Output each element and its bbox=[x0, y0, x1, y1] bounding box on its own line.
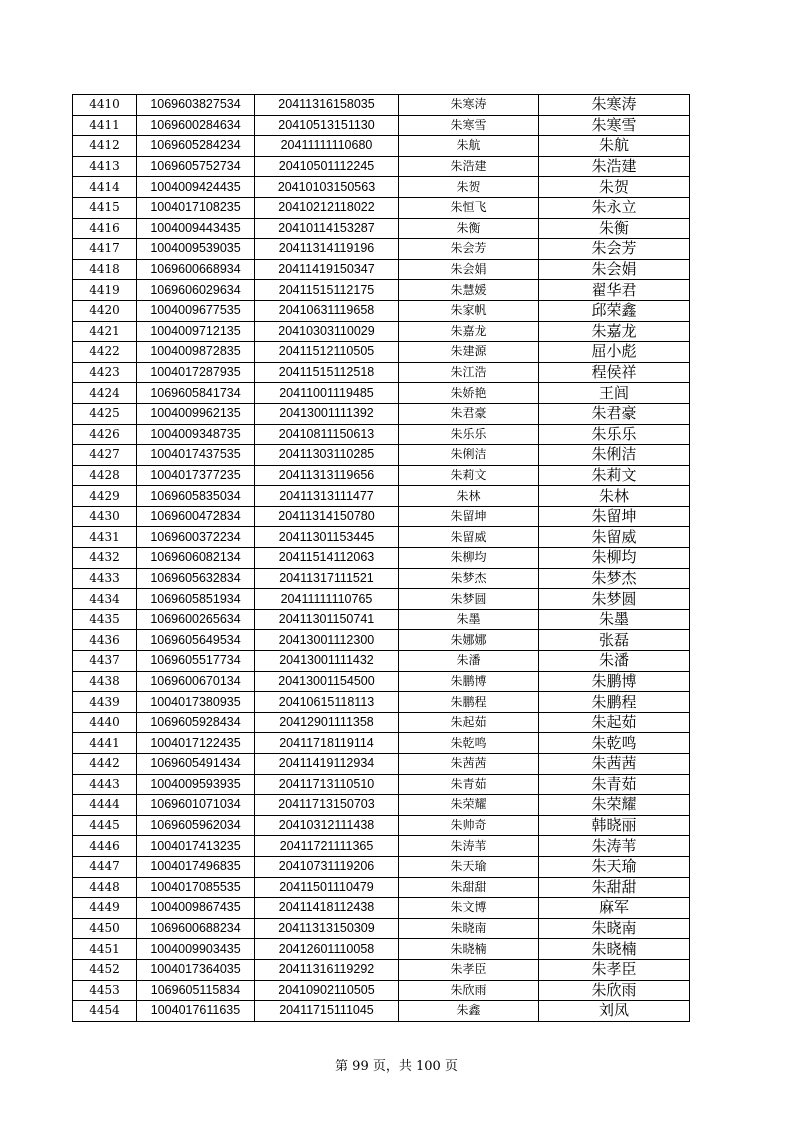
name-cell: 朱乾鸣 bbox=[399, 733, 539, 754]
table-row bbox=[73, 856, 690, 877]
table-row bbox=[73, 1001, 690, 1022]
name-cell: 朱晓南 bbox=[399, 918, 539, 939]
row-number-cell: 4427 bbox=[73, 445, 137, 466]
table-row bbox=[73, 259, 690, 280]
handwritten-name-cell: 朱衡 bbox=[539, 218, 690, 239]
handwritten-name-cell: 朱孝臣 bbox=[539, 959, 690, 980]
exam-id-cell: 1069605632834 bbox=[137, 568, 255, 589]
row-number-cell: 4430 bbox=[73, 506, 137, 527]
handwritten-name-cell: 朱航 bbox=[539, 136, 690, 157]
table-row bbox=[73, 506, 690, 527]
exam-id-cell: 1004017377235 bbox=[137, 465, 255, 486]
table-row bbox=[73, 300, 690, 321]
ticket-number-cell: 20411418112438 bbox=[255, 898, 399, 919]
name-cell: 朱鹏程 bbox=[399, 692, 539, 713]
ticket-number-cell: 20411718119114 bbox=[255, 733, 399, 754]
name-cell: 朱家帆 bbox=[399, 300, 539, 321]
ticket-number-cell: 20411515112175 bbox=[255, 280, 399, 301]
ticket-number-cell: 20411515112518 bbox=[255, 362, 399, 383]
ticket-number-cell: 20410811150613 bbox=[255, 424, 399, 445]
ticket-number-cell: 20411316158035 bbox=[255, 95, 399, 116]
exam-id-cell: 1069600668934 bbox=[137, 259, 255, 280]
handwritten-name-cell: 朱会芳 bbox=[539, 239, 690, 260]
row-number-cell: 4420 bbox=[73, 300, 137, 321]
table-row bbox=[73, 959, 690, 980]
handwritten-name-cell: 朱林 bbox=[539, 486, 690, 507]
row-number-cell: 4419 bbox=[73, 280, 137, 301]
name-cell: 朱寒雪 bbox=[399, 115, 539, 136]
table-row bbox=[73, 589, 690, 610]
name-cell: 朱君豪 bbox=[399, 403, 539, 424]
row-number-cell: 4417 bbox=[73, 239, 137, 260]
table-row bbox=[73, 795, 690, 816]
handwritten-name-cell: 朱会娟 bbox=[539, 259, 690, 280]
ticket-number-cell: 20411301153445 bbox=[255, 527, 399, 548]
exam-id-cell: 1004017437535 bbox=[137, 445, 255, 466]
exam-id-cell: 1069600372234 bbox=[137, 527, 255, 548]
table-row bbox=[73, 609, 690, 630]
name-cell: 朱起茹 bbox=[399, 712, 539, 733]
ticket-number-cell: 20413001111432 bbox=[255, 651, 399, 672]
exam-id-cell: 1069605491434 bbox=[137, 754, 255, 775]
table-row bbox=[73, 527, 690, 548]
table-row bbox=[73, 774, 690, 795]
table-row bbox=[73, 815, 690, 836]
exam-id-cell: 1004017108235 bbox=[137, 197, 255, 218]
name-cell: 朱鹏博 bbox=[399, 671, 539, 692]
ticket-number-cell: 20411419150347 bbox=[255, 259, 399, 280]
ticket-number-cell: 20411303110285 bbox=[255, 445, 399, 466]
exam-id-cell: 1069605841734 bbox=[137, 383, 255, 404]
name-cell: 朱柳均 bbox=[399, 548, 539, 569]
row-number-cell: 4452 bbox=[73, 959, 137, 980]
exam-id-cell: 1069605517734 bbox=[137, 651, 255, 672]
row-number-cell: 4434 bbox=[73, 589, 137, 610]
ticket-number-cell: 20411001119485 bbox=[255, 383, 399, 404]
table-row bbox=[73, 898, 690, 919]
row-number-cell: 4414 bbox=[73, 177, 137, 198]
exam-id-cell: 1069605962034 bbox=[137, 815, 255, 836]
name-cell: 朱贺 bbox=[399, 177, 539, 198]
row-number-cell: 4422 bbox=[73, 342, 137, 363]
row-number-cell: 4432 bbox=[73, 548, 137, 569]
table-row bbox=[73, 424, 690, 445]
name-cell: 朱鑫 bbox=[399, 1001, 539, 1022]
name-cell: 朱嘉龙 bbox=[399, 321, 539, 342]
handwritten-name-cell: 朱晓南 bbox=[539, 918, 690, 939]
row-number-cell: 4442 bbox=[73, 754, 137, 775]
handwritten-name-cell: 韩晓丽 bbox=[539, 815, 690, 836]
handwritten-name-cell: 程侯祥 bbox=[539, 362, 690, 383]
row-number-cell: 4446 bbox=[73, 836, 137, 857]
handwritten-name-cell: 朱墨 bbox=[539, 609, 690, 630]
exam-id-cell: 1069600472834 bbox=[137, 506, 255, 527]
row-number-cell: 4412 bbox=[73, 136, 137, 157]
exam-id-cell: 1069605115834 bbox=[137, 980, 255, 1001]
exam-id-cell: 1069605851934 bbox=[137, 589, 255, 610]
table-row bbox=[73, 877, 690, 898]
table-row bbox=[73, 342, 690, 363]
exam-id-cell: 1069605284234 bbox=[137, 136, 255, 157]
row-number-cell: 4441 bbox=[73, 733, 137, 754]
table-row bbox=[73, 712, 690, 733]
exam-id-cell: 1069605752734 bbox=[137, 156, 255, 177]
exam-id-cell: 1004009348735 bbox=[137, 424, 255, 445]
name-cell: 朱墨 bbox=[399, 609, 539, 630]
handwritten-name-cell: 邱荣鑫 bbox=[539, 300, 690, 321]
handwritten-name-cell: 朱君豪 bbox=[539, 403, 690, 424]
name-cell: 朱慧媛 bbox=[399, 280, 539, 301]
name-cell: 朱晓楠 bbox=[399, 939, 539, 960]
records-table-body bbox=[73, 95, 690, 1022]
name-cell: 朱留威 bbox=[399, 527, 539, 548]
table-row bbox=[73, 218, 690, 239]
handwritten-name-cell: 朱浩建 bbox=[539, 156, 690, 177]
handwritten-name-cell: 朱寒涛 bbox=[539, 95, 690, 116]
name-cell: 朱天瑜 bbox=[399, 856, 539, 877]
exam-id-cell: 1004009962135 bbox=[137, 403, 255, 424]
handwritten-name-cell: 朱天瑜 bbox=[539, 856, 690, 877]
exam-id-cell: 1069606082134 bbox=[137, 548, 255, 569]
table-row bbox=[73, 383, 690, 404]
ticket-number-cell: 20411713110510 bbox=[255, 774, 399, 795]
name-cell: 朱会芳 bbox=[399, 239, 539, 260]
exam-id-cell: 1004009593935 bbox=[137, 774, 255, 795]
handwritten-name-cell: 刘凤 bbox=[539, 1001, 690, 1022]
table-row bbox=[73, 754, 690, 775]
ticket-number-cell: 20411316119292 bbox=[255, 959, 399, 980]
name-cell: 朱建源 bbox=[399, 342, 539, 363]
exam-id-cell: 1069605835034 bbox=[137, 486, 255, 507]
row-number-cell: 4418 bbox=[73, 259, 137, 280]
table-row bbox=[73, 465, 690, 486]
handwritten-name-cell: 朱青茹 bbox=[539, 774, 690, 795]
exam-id-cell: 1004009677535 bbox=[137, 300, 255, 321]
ticket-number-cell: 20411715111045 bbox=[255, 1001, 399, 1022]
name-cell: 朱航 bbox=[399, 136, 539, 157]
table-row bbox=[73, 115, 690, 136]
row-number-cell: 4423 bbox=[73, 362, 137, 383]
handwritten-name-cell: 屈小彪 bbox=[539, 342, 690, 363]
ticket-number-cell: 20413001111392 bbox=[255, 403, 399, 424]
name-cell: 朱青茹 bbox=[399, 774, 539, 795]
exam-id-cell: 1004009539035 bbox=[137, 239, 255, 260]
handwritten-name-cell: 翟华君 bbox=[539, 280, 690, 301]
exam-id-cell: 1004017122435 bbox=[137, 733, 255, 754]
handwritten-name-cell: 朱茜茜 bbox=[539, 754, 690, 775]
exam-id-cell: 1069605649534 bbox=[137, 630, 255, 651]
exam-id-cell: 1004017611635 bbox=[137, 1001, 255, 1022]
ticket-number-cell: 20410631119658 bbox=[255, 300, 399, 321]
ticket-number-cell: 20411313119656 bbox=[255, 465, 399, 486]
row-number-cell: 4421 bbox=[73, 321, 137, 342]
handwritten-name-cell: 朱留坤 bbox=[539, 506, 690, 527]
handwritten-name-cell: 朱涛苇 bbox=[539, 836, 690, 857]
ticket-number-cell: 20411301150741 bbox=[255, 609, 399, 630]
handwritten-name-cell: 张磊 bbox=[539, 630, 690, 651]
exam-id-cell: 1069600670134 bbox=[137, 671, 255, 692]
table-row bbox=[73, 156, 690, 177]
handwritten-name-cell: 朱梦圆 bbox=[539, 589, 690, 610]
name-cell: 朱梦杰 bbox=[399, 568, 539, 589]
row-number-cell: 4440 bbox=[73, 712, 137, 733]
row-number-cell: 4426 bbox=[73, 424, 137, 445]
name-cell: 朱帅奇 bbox=[399, 815, 539, 836]
ticket-number-cell: 20410312111438 bbox=[255, 815, 399, 836]
name-cell: 朱梦圆 bbox=[399, 589, 539, 610]
row-number-cell: 4435 bbox=[73, 609, 137, 630]
ticket-number-cell: 20411721111365 bbox=[255, 836, 399, 857]
ticket-number-cell: 20410212118022 bbox=[255, 197, 399, 218]
table-row bbox=[73, 671, 690, 692]
exam-id-cell: 1004017413235 bbox=[137, 836, 255, 857]
ticket-number-cell: 20410114153287 bbox=[255, 218, 399, 239]
row-number-cell: 4429 bbox=[73, 486, 137, 507]
row-number-cell: 4425 bbox=[73, 403, 137, 424]
handwritten-name-cell: 朱寒雪 bbox=[539, 115, 690, 136]
name-cell: 朱娇艳 bbox=[399, 383, 539, 404]
handwritten-name-cell: 朱柳均 bbox=[539, 548, 690, 569]
table-row bbox=[73, 177, 690, 198]
table-row bbox=[73, 918, 690, 939]
handwritten-name-cell: 朱梦杰 bbox=[539, 568, 690, 589]
name-cell: 朱会娟 bbox=[399, 259, 539, 280]
ticket-number-cell: 20411314150780 bbox=[255, 506, 399, 527]
row-number-cell: 4436 bbox=[73, 630, 137, 651]
row-number-cell: 4443 bbox=[73, 774, 137, 795]
ticket-number-cell: 20410501112245 bbox=[255, 156, 399, 177]
ticket-number-cell: 20411713150703 bbox=[255, 795, 399, 816]
handwritten-name-cell: 麻军 bbox=[539, 898, 690, 919]
name-cell: 朱恒飞 bbox=[399, 197, 539, 218]
table-row bbox=[73, 836, 690, 857]
handwritten-name-cell: 朱留威 bbox=[539, 527, 690, 548]
exam-id-cell: 1069605928434 bbox=[137, 712, 255, 733]
table-row bbox=[73, 280, 690, 301]
row-number-cell: 4450 bbox=[73, 918, 137, 939]
table-row bbox=[73, 651, 690, 672]
ticket-number-cell: 20411111110765 bbox=[255, 589, 399, 610]
ticket-number-cell: 20410731119206 bbox=[255, 856, 399, 877]
ticket-number-cell: 20413001112300 bbox=[255, 630, 399, 651]
name-cell: 朱茜茜 bbox=[399, 754, 539, 775]
row-number-cell: 4447 bbox=[73, 856, 137, 877]
handwritten-name-cell: 朱鹏程 bbox=[539, 692, 690, 713]
page-footer: 第 99 页，共 100 页 bbox=[335, 1059, 458, 1074]
handwritten-name-cell: 朱起茹 bbox=[539, 712, 690, 733]
name-cell: 朱孝臣 bbox=[399, 959, 539, 980]
exam-id-cell: 1004017364035 bbox=[137, 959, 255, 980]
table-row bbox=[73, 939, 690, 960]
name-cell: 朱林 bbox=[399, 486, 539, 507]
row-number-cell: 4438 bbox=[73, 671, 137, 692]
ticket-number-cell: 20410103150563 bbox=[255, 177, 399, 198]
ticket-number-cell: 20411111110680 bbox=[255, 136, 399, 157]
exam-id-cell: 1069600688234 bbox=[137, 918, 255, 939]
exam-id-cell: 1069606029634 bbox=[137, 280, 255, 301]
name-cell: 朱荣耀 bbox=[399, 795, 539, 816]
handwritten-name-cell: 王闾 bbox=[539, 383, 690, 404]
ticket-number-cell: 20411419112934 bbox=[255, 754, 399, 775]
exam-id-cell: 1004017496835 bbox=[137, 856, 255, 877]
handwritten-name-cell: 朱俐洁 bbox=[539, 445, 690, 466]
ticket-number-cell: 20411501110479 bbox=[255, 877, 399, 898]
table-row bbox=[73, 692, 690, 713]
row-number-cell: 4416 bbox=[73, 218, 137, 239]
table-row bbox=[73, 403, 690, 424]
exam-id-cell: 1069601071034 bbox=[137, 795, 255, 816]
ticket-number-cell: 20411514112063 bbox=[255, 548, 399, 569]
row-number-cell: 4415 bbox=[73, 197, 137, 218]
exam-id-cell: 1069600265634 bbox=[137, 609, 255, 630]
handwritten-name-cell: 朱潘 bbox=[539, 651, 690, 672]
handwritten-name-cell: 朱荣耀 bbox=[539, 795, 690, 816]
handwritten-name-cell: 朱莉文 bbox=[539, 465, 690, 486]
ticket-number-cell: 20412901111358 bbox=[255, 712, 399, 733]
table-row bbox=[73, 630, 690, 651]
handwritten-name-cell: 朱乾鸣 bbox=[539, 733, 690, 754]
name-cell: 朱乐乐 bbox=[399, 424, 539, 445]
exam-id-cell: 1004017085535 bbox=[137, 877, 255, 898]
ticket-number-cell: 20411317111521 bbox=[255, 568, 399, 589]
row-number-cell: 4453 bbox=[73, 980, 137, 1001]
row-number-cell: 4445 bbox=[73, 815, 137, 836]
ticket-number-cell: 20411313111477 bbox=[255, 486, 399, 507]
ticket-number-cell: 20411314119196 bbox=[255, 239, 399, 260]
table-row bbox=[73, 486, 690, 507]
ticket-number-cell: 20413001154500 bbox=[255, 671, 399, 692]
records-table bbox=[72, 94, 690, 1022]
row-number-cell: 4428 bbox=[73, 465, 137, 486]
name-cell: 朱欣雨 bbox=[399, 980, 539, 1001]
exam-id-cell: 1069603827534 bbox=[137, 95, 255, 116]
name-cell: 朱留坤 bbox=[399, 506, 539, 527]
ticket-number-cell: 20411512110505 bbox=[255, 342, 399, 363]
table-row bbox=[73, 239, 690, 260]
row-number-cell: 4454 bbox=[73, 1001, 137, 1022]
exam-id-cell: 1004009867435 bbox=[137, 898, 255, 919]
name-cell: 朱娜娜 bbox=[399, 630, 539, 651]
handwritten-name-cell: 朱鹏博 bbox=[539, 671, 690, 692]
exam-id-cell: 1004009424435 bbox=[137, 177, 255, 198]
table-row bbox=[73, 548, 690, 569]
ticket-number-cell: 20410303110029 bbox=[255, 321, 399, 342]
table-row bbox=[73, 95, 690, 116]
exam-id-cell: 1004009443435 bbox=[137, 218, 255, 239]
handwritten-name-cell: 朱嘉龙 bbox=[539, 321, 690, 342]
table-row bbox=[73, 980, 690, 1001]
name-cell: 朱俐洁 bbox=[399, 445, 539, 466]
table-row bbox=[73, 197, 690, 218]
row-number-cell: 4433 bbox=[73, 568, 137, 589]
row-number-cell: 4424 bbox=[73, 383, 137, 404]
name-cell: 朱衡 bbox=[399, 218, 539, 239]
exam-id-cell: 1069600284634 bbox=[137, 115, 255, 136]
name-cell: 朱寒涛 bbox=[399, 95, 539, 116]
row-number-cell: 4451 bbox=[73, 939, 137, 960]
table-row bbox=[73, 733, 690, 754]
handwritten-name-cell: 朱晓楠 bbox=[539, 939, 690, 960]
row-number-cell: 4431 bbox=[73, 527, 137, 548]
name-cell: 朱涛苇 bbox=[399, 836, 539, 857]
exam-id-cell: 1004009712135 bbox=[137, 321, 255, 342]
exam-id-cell: 1004009872835 bbox=[137, 342, 255, 363]
handwritten-name-cell: 朱乐乐 bbox=[539, 424, 690, 445]
handwritten-name-cell: 朱永立 bbox=[539, 197, 690, 218]
ticket-number-cell: 20412601110058 bbox=[255, 939, 399, 960]
ticket-number-cell: 20410902110505 bbox=[255, 980, 399, 1001]
row-number-cell: 4439 bbox=[73, 692, 137, 713]
table-row bbox=[73, 362, 690, 383]
exam-id-cell: 1004017287935 bbox=[137, 362, 255, 383]
row-number-cell: 4444 bbox=[73, 795, 137, 816]
exam-id-cell: 1004009903435 bbox=[137, 939, 255, 960]
row-number-cell: 4411 bbox=[73, 115, 137, 136]
name-cell: 朱文博 bbox=[399, 898, 539, 919]
name-cell: 朱潘 bbox=[399, 651, 539, 672]
table-row bbox=[73, 136, 690, 157]
row-number-cell: 4449 bbox=[73, 898, 137, 919]
ticket-number-cell: 20411313150309 bbox=[255, 918, 399, 939]
ticket-number-cell: 20410615118113 bbox=[255, 692, 399, 713]
table-row bbox=[73, 568, 690, 589]
row-number-cell: 4437 bbox=[73, 651, 137, 672]
row-number-cell: 4413 bbox=[73, 156, 137, 177]
handwritten-name-cell: 朱贺 bbox=[539, 177, 690, 198]
name-cell: 朱浩建 bbox=[399, 156, 539, 177]
table-row bbox=[73, 321, 690, 342]
exam-id-cell: 1004017380935 bbox=[137, 692, 255, 713]
handwritten-name-cell: 朱甜甜 bbox=[539, 877, 690, 898]
name-cell: 朱莉文 bbox=[399, 465, 539, 486]
name-cell: 朱甜甜 bbox=[399, 877, 539, 898]
name-cell: 朱江浩 bbox=[399, 362, 539, 383]
ticket-number-cell: 20410513151130 bbox=[255, 115, 399, 136]
handwritten-name-cell: 朱欣雨 bbox=[539, 980, 690, 1001]
row-number-cell: 4410 bbox=[73, 95, 137, 116]
row-number-cell: 4448 bbox=[73, 877, 137, 898]
table-row bbox=[73, 445, 690, 466]
